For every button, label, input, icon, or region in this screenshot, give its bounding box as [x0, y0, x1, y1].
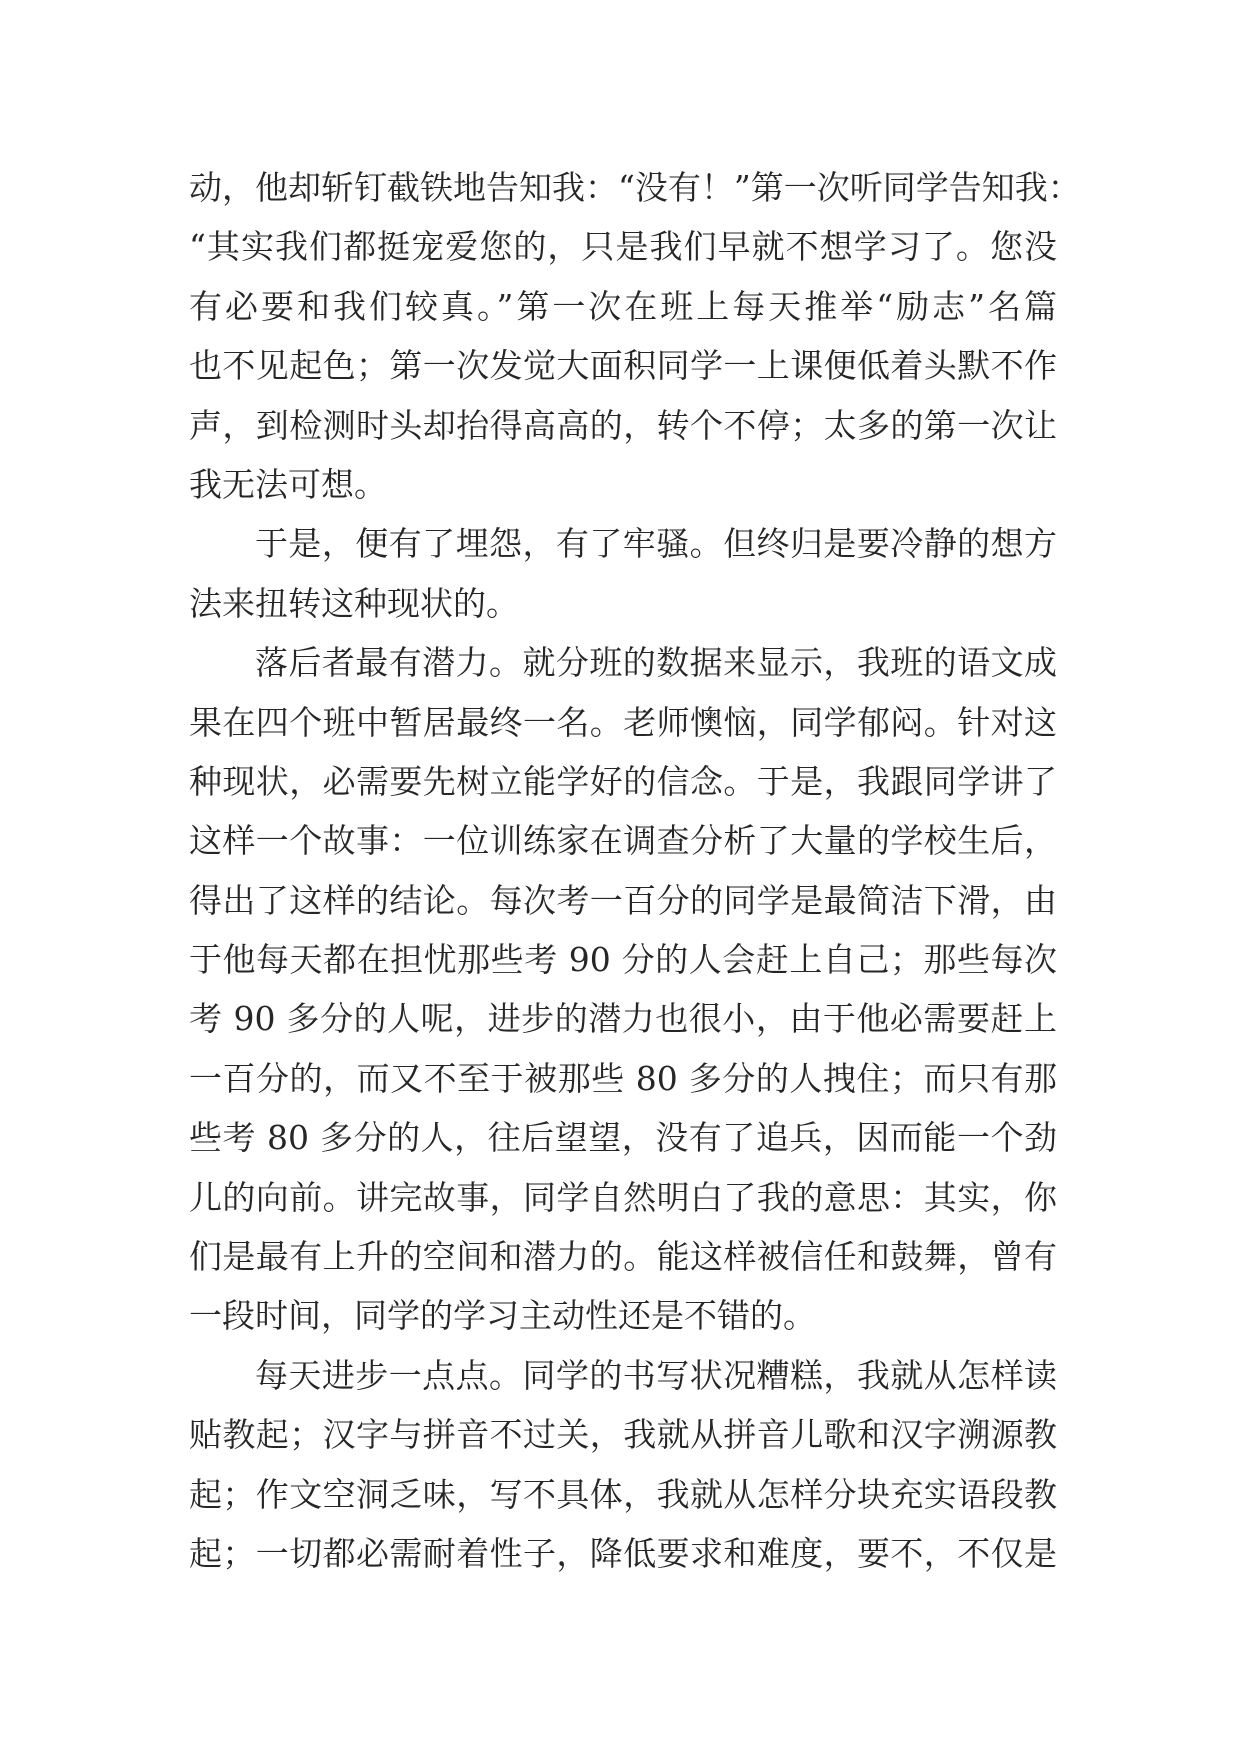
body-text — [189, 158, 1081, 1583]
text-line: 于他每天都在担忧那些考 90 分的人会赶上自己；那些每次 — [189, 940, 1057, 980]
text-line: 这样一个故事：一位训练家在调查分析了大量的学校生后， — [189, 821, 1057, 861]
text-line: 些考 80 多分的人，往后望望，没有了追兵，因而能一个劲 — [189, 1118, 1057, 1158]
text-line: 考 90 多分的人呢，进步的潜力也很小，由于他必需要赶上 — [189, 999, 1057, 1039]
text-line: 也不见起色；第一次发觉大面积同学一上课便低着头默不作 — [189, 346, 1057, 386]
text-line: 动，他却斩钉截铁地告知我：“没有！”第一次听同学告知我： — [189, 168, 1081, 207]
text-line: 每天进步一点点。同学的书写状况糟糕，我就从怎样读 — [255, 1355, 1057, 1395]
text-line: 于是，便有了埋怨，有了牢骚。但终归是要冷静的想方 — [255, 524, 1057, 564]
text-line: 声，到检测时头却抬得高高的，转个不停；太多的第一次让 — [189, 405, 1057, 445]
text-line: 果在四个班中暂居最终一名。老师懊恼，同学郁闷。针对这 — [189, 702, 1057, 742]
text-line: 我无法可想。 — [189, 464, 387, 504]
text-line: 有必要和我们较真。”第一次在班上每天推举“励志”名篇 — [189, 286, 1057, 326]
text-line: 们是最有上升的空间和潜力的。能这样被信任和鼓舞，曾有 — [189, 1237, 1057, 1277]
text-line: 一百分的，而又不至于被那些 80 多分的人拽住；而只有那 — [189, 1058, 1057, 1098]
text-line: 儿的向前。讲完故事，同学自然明白了我的意思：其实，你 — [189, 1177, 1057, 1217]
text-line: 起；一切都必需耐着性子，降低要求和难度，要不，不仅是 — [189, 1533, 1057, 1573]
text-line: 法来扭转这种现状的。 — [189, 583, 519, 623]
text-line: 一段时间，同学的学习主动性还是不错的。 — [189, 1296, 816, 1336]
text-line: “其实我们都挺宠爱您的，只是我们早就不想学习了。您没 — [189, 227, 1057, 267]
text-line: 得出了这样的结论。每次考一百分的同学是最简洁下滑，由 — [189, 880, 1057, 920]
text-line: 落后者最有潜力。就分班的数据来显示，我班的语文成 — [255, 643, 1057, 683]
text-line: 贴教起；汉字与拼音不过关，我就从拼音儿歌和汉字溯源教 — [189, 1415, 1057, 1455]
text-line: 种现状，必需要先树立能学好的信念。于是，我跟同学讲了 — [189, 761, 1057, 801]
text-line: 起；作文空洞乏味，写不具体，我就从怎样分块充实语段教 — [189, 1474, 1057, 1514]
